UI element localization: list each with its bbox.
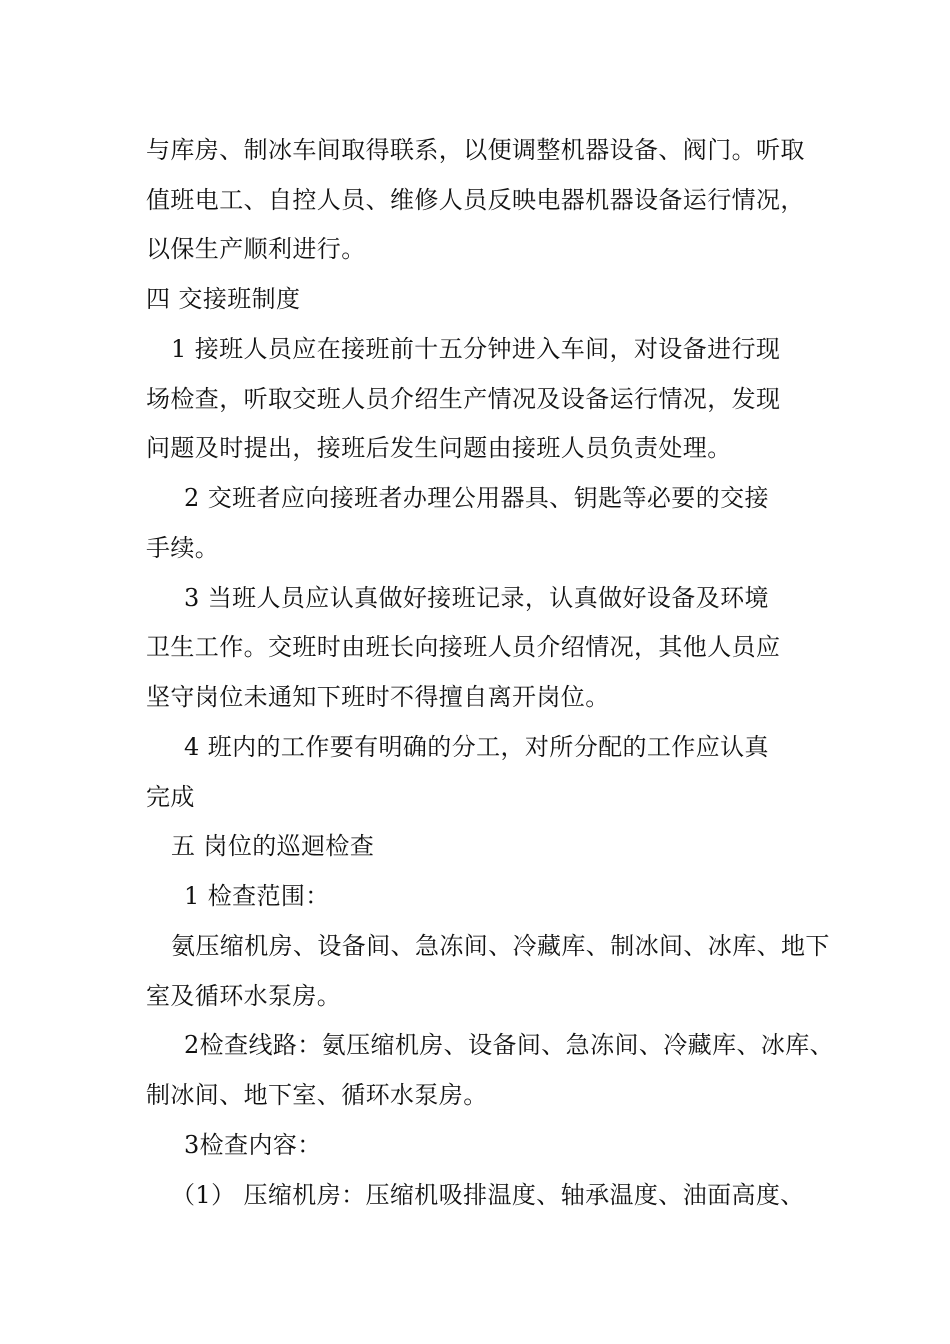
text-line: 值班电工、自控人员、维修人员反映电器机器设备运行情况， [146, 186, 805, 214]
text-line: 完成 [146, 783, 195, 811]
text-line: 以保生产顺利进行。 [146, 235, 366, 263]
text-line: 2检查线路：氨压缩机房、设备间、急冻间、冷藏库、冰库、 [184, 1031, 835, 1059]
text-line: 室及循环水泵房。 [146, 982, 342, 1010]
text-line: 制冰间、地下室、循环水泵房。 [146, 1081, 488, 1109]
text-line: 4 班内的工作要有明确的分工，对所分配的工作应认真 [184, 733, 769, 761]
text-line: 2 交班者应向接班者办理公用器具、钥匙等必要的交接 [184, 484, 769, 512]
text-line: 坚守岗位未通知下班时不得擅自离开岗位。 [146, 683, 610, 711]
text-line: 3检查内容： [184, 1131, 322, 1159]
text-line: 3 当班人员应认真做好接班记录，认真做好设备及环境 [184, 584, 769, 612]
text-line: 1 接班人员应在接班前十五分钟进入车间，对设备进行现 [171, 335, 781, 363]
text-line: 与库房、制冰车间取得联系，以便调整机器设备、阀门。听取 [146, 136, 805, 164]
text-line: 1 检查范围： [184, 882, 330, 910]
text-line: 手续。 [146, 534, 220, 562]
text-line: 问题及时提出，接班后发生问题由接班人员负责处理。 [146, 434, 732, 462]
section-heading: 四 交接班制度 [146, 285, 301, 313]
text-line: 卫生工作。交班时由班长向接班人员介绍情况，其他人员应 [146, 633, 781, 661]
text-line: （1） 压缩机房：压缩机吸排温度、轴承温度、油面高度、 [171, 1181, 805, 1209]
text-line: 氨压缩机房、设备间、急冻间、冷藏库、制冰间、冰库、地下 [171, 932, 830, 960]
section-heading: 五 岗位的巡迴检查 [171, 832, 375, 860]
text-line: 场检查，听取交班人员介绍生产情况及设备运行情况，发现 [146, 385, 781, 413]
